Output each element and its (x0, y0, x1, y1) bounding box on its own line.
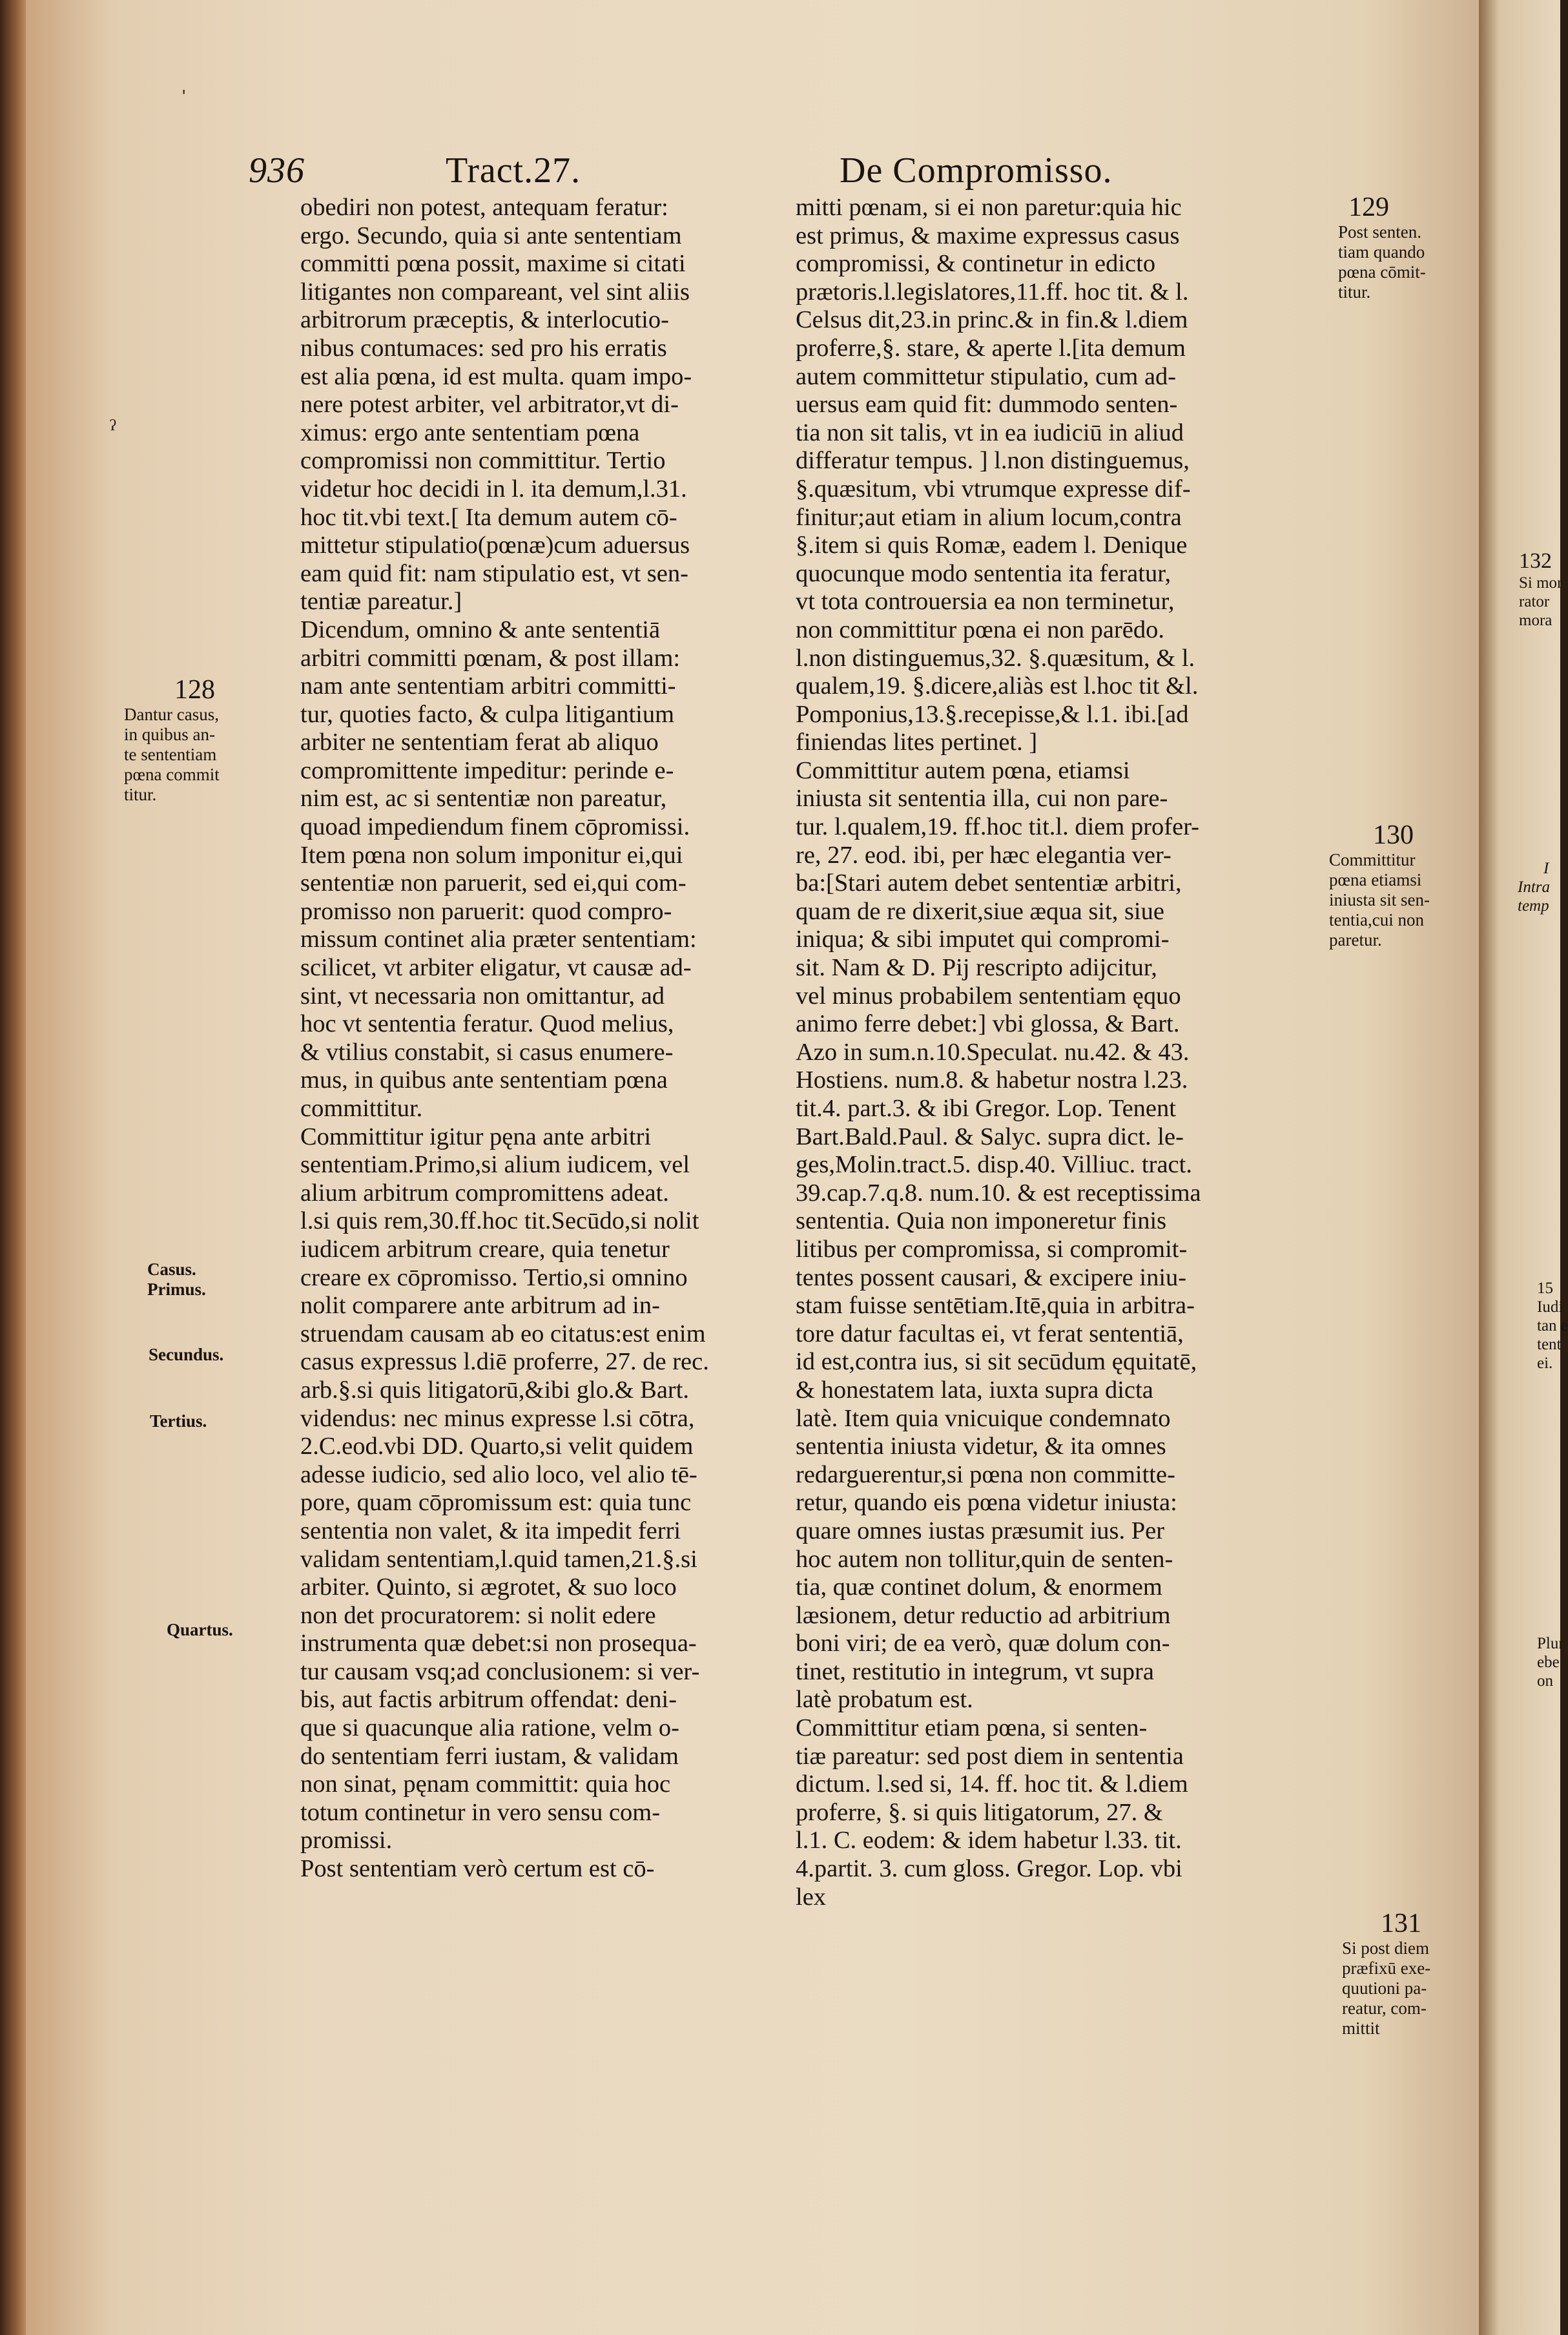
text-line: Item pœna non solum imponitur ei,qui (300, 841, 683, 869)
text-line: do sententiam ferri iustam, & validam (300, 1742, 679, 1770)
text-line: iudicem arbitrum creare, quia tenetur (300, 1235, 670, 1263)
text-line: nibus contumaces: sed pro his erratis (300, 334, 667, 362)
text-line: tentes possent causari, & excipere iniu- (796, 1263, 1187, 1291)
margin-casus-label: Casus. (147, 1260, 196, 1279)
text-line: totum continetur in vero sensu com- (300, 1798, 661, 1826)
margin-note-line: tentia,cui non (1329, 910, 1424, 929)
text-line: mitti pœnam, si ei non paretur:quia hic (796, 194, 1182, 221)
text-line: arb.§.si quis litigatorū,&ibi glo.& Bart. (300, 1376, 690, 1404)
facing-page-margin-2 (1537, 1279, 1568, 1373)
text-line: missum continet alia præter sententiam: (300, 926, 697, 953)
margin-note-line: in quibus an- (124, 725, 215, 744)
margin-note-line: tiam quando (1338, 242, 1425, 262)
text-line: retur, quando eis pœna videtur iniusta: (796, 1489, 1177, 1517)
facing-line: Plur (1537, 1635, 1564, 1652)
text-line: nere potest arbiter, vel arbitrator,vt di- (300, 391, 679, 419)
facing-line: temp (1518, 897, 1549, 915)
margin-note-line: te sententiam (124, 745, 217, 764)
text-line: §.item si quis Romæ, eadem l. Denique (796, 532, 1188, 559)
margin-note-line: titur. (124, 785, 157, 804)
text-line: sententiæ non paruerit, sed ei,qui com- (300, 869, 686, 897)
text-line: Celsus dit,23.in princ.& in fin.& l.diem (796, 306, 1188, 334)
text-line: id est,contra ius, si sit secūdum ęquitatē, (796, 1348, 1197, 1376)
margin-note-line: Committitur (1329, 850, 1416, 869)
facing-line: 15 (1537, 1280, 1553, 1297)
running-head-left: Tract.27. (446, 150, 581, 191)
margin-note-128 (124, 675, 220, 805)
text-line: stam fuisse sentētiam.Itē,quia in arbitra- (796, 1292, 1195, 1320)
margin-note-line: mittit (1342, 2018, 1380, 2038)
text-line: ximus: ergo ante sententiam pœna (300, 419, 640, 446)
text-line: l.1. C. eodem: & idem habetur l.33. tit. (796, 1827, 1182, 1854)
text-line: tentiæ pareatur.] (300, 588, 462, 616)
text-line: compromissi non committitur. Tertio (300, 447, 666, 475)
text-line: non sinat, pęnam committit: quia hoc (300, 1770, 671, 1798)
text-line: arbitri committi pœnam, & post illam: (300, 644, 681, 672)
text-line: Pomponius,13.§.recepisse,& l.1. ibi.[ad (796, 700, 1189, 728)
text-line: litigantes non compareant, vel sint aliis (300, 278, 690, 306)
margin-note-129 (1338, 192, 1426, 302)
text-line: est primus, & maxime expressus casus (796, 222, 1180, 249)
text-line: proferre, §. si quis litigatorum, 27. & (796, 1798, 1163, 1826)
text-line: dictum. l.sed si, 14. ff. hoc tit. & l.diem (796, 1770, 1188, 1798)
margin-note-line: reatur, com- (1342, 1998, 1427, 2018)
text-line: sint, vt necessaria non omittantur, ad (300, 982, 665, 1010)
text-line: eam quid fit: nam stipulatio est, vt sen- (300, 559, 688, 587)
text-line: uersus eam quid fit: dummodo senten- (796, 391, 1178, 419)
text-line: quocunque modo sententia ita feratur, (796, 559, 1171, 587)
text-line: sententia non valet, & ita impedit ferri (300, 1517, 681, 1544)
text-line: promisso non paruerit: quod compro- (300, 897, 672, 925)
text-line: quare omnes iustas præsumit ius. Per (796, 1517, 1165, 1544)
text-line: adesse iudicio, sed alio loco, vel alio tē- (300, 1460, 697, 1488)
text-line: casus expressus l.diē proferre, 27. de rec. (300, 1348, 709, 1376)
text-line: iniqua; & sibi imputet qui compromi- (796, 926, 1170, 953)
text-line: mus, in quibus ante sententiam pœna (300, 1066, 668, 1094)
margin-note-number: 131 (1381, 1909, 1421, 1938)
text-line: finiendas lites pertinet. ] (796, 729, 1038, 756)
facing-line: tent (1537, 1336, 1562, 1353)
text-line: Hostiens. num.8. & habetur nostra l.23. (796, 1066, 1188, 1094)
text-line: Dicendum, omnino & ante sententiā (300, 616, 661, 643)
text-line: autem committetur stipulatio, cum ad- (796, 362, 1177, 390)
text-line: 4.partit. 3. cum gloss. Gregor. Lop. vbi (796, 1855, 1182, 1883)
text-line: validam sententiam,l.quid tamen,21.§.si (300, 1545, 697, 1573)
facing-note-line: Si mor (1519, 574, 1563, 592)
text-line: nim est, ac si sententiæ non pareatur, (300, 785, 667, 813)
text-line: tore datur facultas ei, vt ferat sententiā, (796, 1320, 1184, 1347)
text-line: latè. Item quia vnicuique condemnato (796, 1404, 1171, 1432)
text-line: iniusta sit sententia illa, cui non pare- (796, 785, 1168, 813)
margin-primus-label: Primus. (147, 1280, 206, 1299)
text-line: creare ex cōpromisso. Tertio,si omnino (300, 1263, 688, 1291)
text-line: ba:[Stari autem debet sententiæ arbitri, (796, 869, 1182, 897)
text-line: videndus: nec minus expresse l.si cōtra, (300, 1404, 695, 1432)
text-line: hoc vt sententia feratur. Quod melius, (300, 1010, 674, 1038)
text-line: tur causam vsq;ad conclusionem: si ver- (300, 1657, 700, 1685)
facing-line: tan e (1537, 1317, 1568, 1334)
text-line: læsionem, detur reductio ad arbitrium (796, 1601, 1171, 1629)
text-line: l.non distinguemus,32. §.quæsitum, & l. (796, 644, 1195, 672)
text-line: instrumenta quæ debet:si non prosequa- (300, 1630, 697, 1657)
margin-note-131 (1342, 1909, 1430, 2039)
text-line: Committitur autem pœna, etiamsi (796, 756, 1130, 784)
text-line: que si quacunque alia ratione, velm o- (300, 1714, 679, 1742)
text-line: tiæ pareatur: sed post diem in sententia (796, 1742, 1184, 1770)
facing-page-margin (1519, 549, 1563, 630)
text-line: scilicet, vt arbiter eligatur, vt causæ ad- (300, 954, 692, 982)
text-line: videtur hoc decidi in l. ita demum,l.31. (300, 475, 687, 503)
facing-note-number: 132 (1519, 549, 1552, 573)
text-line: committitur. (300, 1095, 423, 1122)
margin-note-line: Dantur casus, (124, 705, 219, 724)
text-line: tur, quoties facto, & culpa litigantium (300, 700, 675, 728)
text-line: non committitur pœna ei non parēdo. (796, 616, 1164, 643)
text-line: Post sententiam verò certum est cō- (300, 1855, 655, 1883)
text-line: alium arbitrum compromittens adeat. (300, 1179, 669, 1207)
text-line: Bart.Bald.Paul. & Salyc. supra dict. le- (796, 1123, 1184, 1150)
text-line: vel minus probabilem sententiam ęquo (796, 982, 1181, 1010)
text-line: & honestatem lata, iuxta supra dicta (796, 1376, 1153, 1404)
text-line: Azo in sum.n.10.Speculat. nu.42. & 43. (796, 1038, 1190, 1066)
text-line: promissi. (300, 1827, 393, 1854)
text-line: & vtilius constabit, si casus enumere- (300, 1038, 674, 1066)
facing-page-text (1518, 859, 1560, 915)
margin-quartus-label: Quartus. (167, 1620, 233, 1639)
text-line: ges,Molin.tract.5. disp.40. Villiuc. tract. (796, 1151, 1192, 1179)
text-line: l.si quis rem,30.ff.hoc tit.Secūdo,si nolit (300, 1207, 699, 1235)
margin-note-line: paretur. (1329, 930, 1382, 950)
running-head-right: De Compromisso. (840, 150, 1113, 191)
text-line: pore, quam cōpromissum est: quia tunc (300, 1489, 692, 1517)
text-line: sententiam.Primo,si alium iudicem, vel (300, 1151, 690, 1179)
text-line: nam ante sententiam arbitri committi- (300, 672, 676, 700)
text-line: tia, quæ continet dolum, & enormem (796, 1573, 1162, 1601)
text-line: quam de re dixerit,siue æqua sit, siue (796, 897, 1164, 925)
facing-note-line: rator (1519, 593, 1550, 610)
text-line: qualem,19. §.dicere,aliàs est l.hoc tit &l. (796, 672, 1199, 700)
text-line: arbitrorum præceptis, & interlocutio- (300, 306, 669, 334)
margin-note-line: pœna commit (124, 765, 220, 784)
margin-note-line: pœna cōmit- (1338, 262, 1426, 282)
text-line: finitur;aut etiam in alium locum,contra (796, 503, 1182, 531)
facing-line: on (1537, 1672, 1553, 1690)
margin-note-line: Post senten. (1338, 222, 1422, 242)
text-line: bis, aut factis arbitrum offendat: deni- (300, 1686, 677, 1714)
page-number: 936 (249, 150, 305, 191)
facing-line: ebe (1537, 1654, 1560, 1671)
facing-page-edge (1479, 0, 1568, 2335)
text-line: obediri non potest, antequam feratur: (300, 194, 668, 221)
facing-line: ei. (1537, 1354, 1553, 1372)
text-line: hoc autem non tollitur,quin de senten- (796, 1545, 1173, 1573)
text-line: nolit comparere ante arbitrum ad in- (300, 1292, 660, 1320)
text-line: struendam causam ab eo citatus:est enim (300, 1320, 706, 1347)
text-line: arbiter ne sententiam ferat ab aliquo (300, 729, 659, 756)
facing-line: Iudi (1537, 1298, 1563, 1316)
text-line: quoad impediendum finem cōpromissi. (300, 813, 690, 841)
text-line: vt tota controuersia ea non terminetur, (796, 588, 1175, 616)
text-line: tinet, restitutio in integrum, vt supra (796, 1657, 1154, 1685)
margin-casus (147, 1260, 206, 1300)
text-line: 2.C.eod.vbi DD. Quarto,si velit quidem (300, 1433, 694, 1460)
ink-mark: ˌ (180, 65, 189, 94)
text-line: mittetur stipulatio(pœnæ)cum aduersus (300, 532, 690, 559)
text-line: redarguerentur,si pœna non committe- (796, 1460, 1175, 1488)
facing-note-line: mora (1519, 612, 1553, 629)
text-line: compromissi, & continetur in edicto (796, 250, 1156, 278)
text-line: sententia iniusta videtur, & ita omnes (796, 1433, 1166, 1460)
margin-note-line: præfixū exe- (1342, 1958, 1431, 1978)
margin-tertius-label: Tertius. (150, 1411, 207, 1431)
text-line: tit.4. part.3. & ibi Gregor. Lop. Tenent (796, 1095, 1176, 1122)
text-line: litibus per compromissa, si compromit- (796, 1235, 1188, 1263)
text-line: sit. Nam & D. Pij rescripto adijcitur, (796, 954, 1157, 982)
book-edge (0, 0, 26, 2335)
text-line: compromittente impeditur: perinde e- (300, 756, 674, 784)
text-line: latè probatum est. (796, 1686, 973, 1714)
text-line: proferre,§. stare, & aperte l.[ita demum (796, 334, 1186, 362)
text-line: tur. l.qualem,19. ff.hoc tit.l. diem profer- (796, 813, 1200, 841)
margin-note-130 (1329, 820, 1430, 950)
text-line: est alia pœna, id est multa. quam impo- (300, 362, 692, 390)
margin-note-line: Si post diem (1342, 1938, 1430, 1958)
text-line: §.quæsitum, vbi vtrumque expresse dif- (796, 475, 1191, 503)
margin-note-number: 128 (174, 675, 215, 705)
text-line: differatur tempus. ] l.non distinguemus, (796, 447, 1190, 475)
text-line: re, 27. eod. ibi, per hæc elegantia ver- (796, 841, 1171, 869)
text-line: animo ferre debet:] vbi glossa, & Bart. (796, 1010, 1180, 1038)
margin-note-number: 130 (1373, 820, 1414, 850)
facing-line: I (1543, 860, 1549, 877)
ink-mark: ˀ (110, 414, 116, 443)
text-line: boni viri; de ea verò, quæ dolum con- (796, 1630, 1170, 1657)
text-line: committi pœna possit, maxime si citati (300, 250, 686, 278)
facing-page-margin-3 (1537, 1634, 1564, 1690)
text-line: sententia. Quia non imponeretur finis (796, 1207, 1167, 1235)
text-line: 39.cap.7.q.8. num.10. & est receptissima (796, 1179, 1201, 1207)
text-line: non det procuratorem: si nolit edere (300, 1601, 656, 1629)
right-text-column (796, 194, 1322, 1911)
text-line: Committitur igitur pęna ante arbitri (300, 1123, 652, 1150)
text-line: lex (796, 1883, 827, 1911)
margin-note-line: titur. (1338, 282, 1371, 302)
margin-note-line: pœna etiamsi (1329, 870, 1422, 889)
margin-secundus-label: Secundus. (149, 1345, 224, 1364)
text-line: prætoris.l.legislatores,11.ff. hoc tit. & l. (796, 278, 1189, 306)
facing-line: Intra (1518, 878, 1550, 896)
margin-note-line: iniusta sit sen- (1329, 890, 1430, 909)
text-line: arbiter. Quinto, si ægrotet, & suo loco (300, 1573, 677, 1601)
margin-note-number: 129 (1348, 192, 1389, 222)
margin-note-line: quutioni pa- (1342, 1978, 1427, 1998)
text-line: hoc tit.vbi text.[ Ita demum autem cō- (300, 503, 677, 531)
text-line: ergo. Secundo, quia si ante sententiam (300, 222, 682, 249)
text-line: Committitur etiam pœna, si senten- (796, 1714, 1148, 1742)
text-line: tia non sit talis, vt in ea iudiciū in aliud (796, 419, 1184, 446)
left-text-column (300, 194, 820, 1884)
